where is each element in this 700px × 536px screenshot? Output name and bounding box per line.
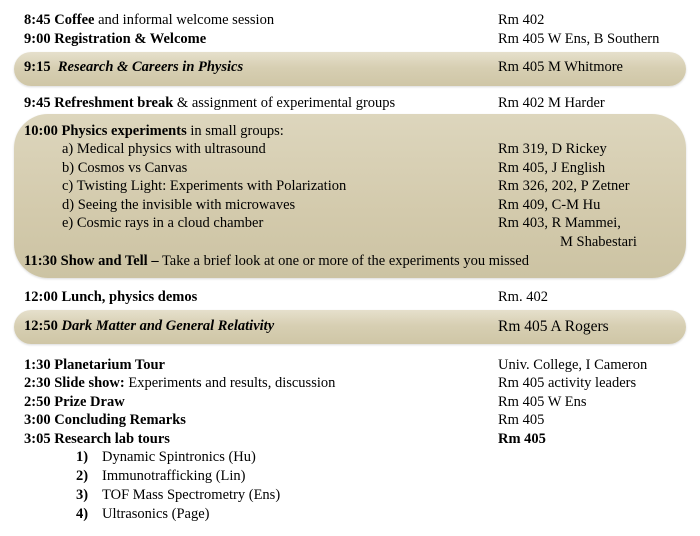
experiment-room: Rm 326, 202, P Zetner <box>498 178 630 194</box>
lab-tour-item <box>76 448 676 467</box>
experiment-item <box>62 214 684 233</box>
event-room: Rm 405 <box>498 431 546 447</box>
event-title: Registration & Welcome <box>54 31 207 47</box>
event-title: Lunch, physics demos <box>61 289 198 305</box>
time: 2:50 <box>24 394 51 410</box>
experiment-label: b) Cosmos vs Canvas <box>62 160 188 176</box>
lab-tour-number: 3) <box>76 487 89 503</box>
experiment-item <box>62 196 684 215</box>
experiment-room: Rm 319, D Rickey <box>498 141 607 157</box>
event-title: Research lab tours <box>54 431 170 447</box>
time: 12:00 <box>24 289 58 305</box>
event-detail: & assignment of experimental groups <box>173 95 396 111</box>
lab-tour-number: 2) <box>76 468 89 484</box>
lab-tour-number: 4) <box>76 506 89 522</box>
experiment-label: a) Medical physics with ultrasound <box>62 141 266 157</box>
time: 3:00 <box>24 412 51 428</box>
experiment-label: e) Cosmic rays in a cloud chamber <box>62 215 264 231</box>
event-room: Rm 405 M Whitmore <box>498 59 623 75</box>
event-room: Rm. 402 <box>498 289 548 305</box>
time: 8:45 <box>24 12 51 28</box>
experiment-item <box>62 177 684 196</box>
schedule-row-0300 <box>24 411 684 430</box>
event-room: Rm 405 A Rogers <box>498 318 609 335</box>
time: 9:45 <box>24 95 51 111</box>
lab-tour-name: Dynamic Spintronics (Hu) <box>102 449 256 465</box>
schedule-row-0915 <box>24 58 684 77</box>
schedule-row-1250 <box>24 317 684 336</box>
event-title: Show and Tell – <box>60 253 159 269</box>
schedule-row-0900 <box>24 30 684 49</box>
event-room: Rm 405 <box>498 412 545 428</box>
schedule-row-0230 <box>24 374 684 393</box>
event-title: Refreshment break <box>54 95 174 111</box>
event-detail: and informal welcome session <box>94 12 275 28</box>
event-title: Planetarium Tour <box>54 357 165 373</box>
event-detail: Experiments and results, discussion <box>124 375 336 391</box>
event-title: Prize Draw <box>54 394 125 410</box>
experiment-item <box>62 140 684 159</box>
time: 10:00 <box>24 123 58 139</box>
experiment-label: d) Seeing the invisible with microwaves <box>62 197 296 213</box>
event-room: Univ. College, I Cameron <box>498 357 648 373</box>
time: 9:00 <box>24 31 51 47</box>
lab-tour-item <box>76 486 676 505</box>
lab-tour-name: Immunotrafficking (Lin) <box>102 468 246 484</box>
schedule-row-0945 <box>24 94 684 113</box>
event-room: Rm 402 <box>498 12 545 28</box>
experiment-item-continuation <box>62 233 684 252</box>
event-title: Slide show: <box>54 375 125 391</box>
schedule-row-1200 <box>24 288 684 307</box>
experiment-room: Rm 409, C-M Hu <box>498 197 601 213</box>
schedule-row-0250 <box>24 393 684 412</box>
schedule-row-0845 <box>24 11 684 30</box>
event-room: Rm 405 W Ens, B Southern <box>498 31 660 47</box>
event-room: Rm 405 activity leaders <box>498 375 637 391</box>
time: 3:05 <box>24 431 51 447</box>
event-room: Rm 405 W Ens <box>498 394 587 410</box>
experiment-label: c) Twisting Light: Experiments with Polarization <box>62 178 347 194</box>
event-detail: Take a brief look at one or more of the experiments you missed <box>158 253 529 269</box>
schedule-row-0130 <box>24 356 684 375</box>
lab-tour-item <box>76 467 676 486</box>
lab-tour-item <box>76 505 676 524</box>
lab-tour-name: TOF Mass Spectrometry (Ens) <box>102 487 281 503</box>
experiment-item <box>62 159 684 178</box>
experiment-room: Rm 405, J English <box>498 160 606 176</box>
lab-tour-number: 1) <box>76 449 89 465</box>
experiment-room: Rm 403, R Mammei, <box>498 215 621 231</box>
event-detail: in small groups: <box>186 123 284 139</box>
experiment-room: M Shabestari <box>560 234 637 250</box>
time: 9:15 <box>24 59 51 75</box>
schedule-row-1000 <box>24 122 684 141</box>
event-title: Dark Matter and General Relativity <box>61 318 275 334</box>
schedule-row-1130 <box>24 252 684 271</box>
event-title: Concluding Remarks <box>54 412 186 428</box>
event-title: Coffee <box>54 12 95 28</box>
event-title: Physics experiments <box>61 123 187 139</box>
schedule-row-0305 <box>24 430 684 449</box>
event-title: Research & Careers in Physics <box>57 59 244 75</box>
time: 12:50 <box>24 318 58 334</box>
time: 2:30 <box>24 375 51 391</box>
time: 1:30 <box>24 357 51 373</box>
event-room: Rm 402 M Harder <box>498 95 605 111</box>
time: 11:30 <box>24 253 58 269</box>
lab-tour-name: Ultrasonics (Page) <box>102 506 210 522</box>
